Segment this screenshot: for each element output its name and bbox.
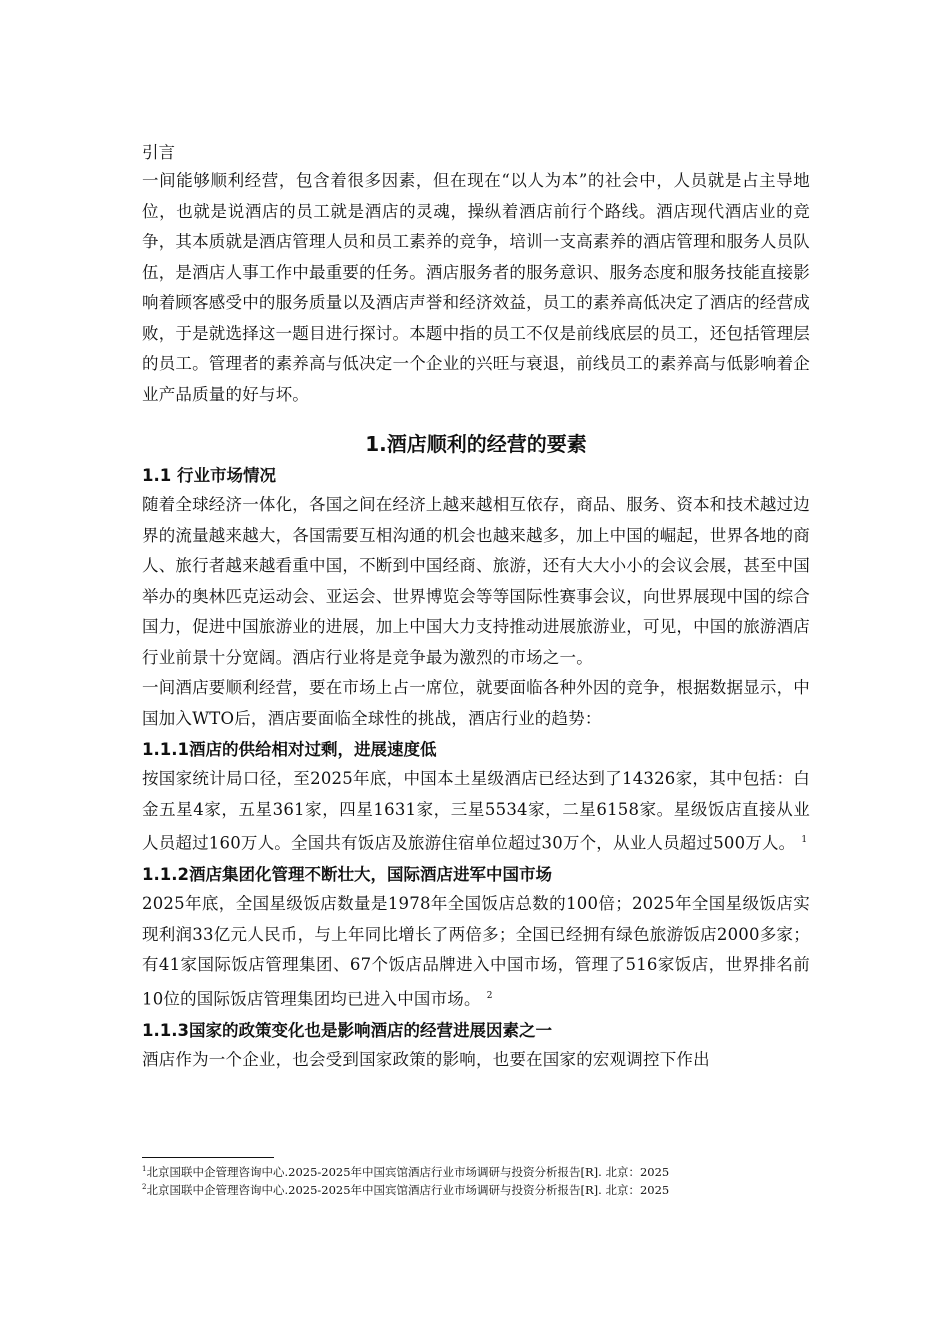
page-body xyxy=(142,140,810,1075)
footnote-ref-2[interactable]: 2 xyxy=(486,990,493,1001)
footnote-text-2: 北京国联中企管理咨询中心.2025-2025年中国宾馆酒店行业市场调研与投资分析报告[R]. 北京：2025 xyxy=(146,1182,670,1197)
paragraph-policy: 酒店作为一个企业，也会受到国家政策的影响，也要在国家的宏观调控下作出 xyxy=(142,1049,710,1069)
subsection-heading-1-1-3: 1.1.3国家的政策变化也是影响酒店的经营进展因素之一 xyxy=(142,1020,552,1040)
paragraph-groups-text: 2025年底，全国星级饭店数量是1978年全国饭店总数的100倍；2025年全国星级饭店实现利润33亿元人民币，与上年同比增长了两倍多；全国已经拥有绿色旅游饭店2000多家；有41家国际饭店管理集团、67个饭店品牌进入中国市场，管理了516家饭店，世界排名前10位的国际饭店管理集团均已进入中国市场。 xyxy=(142,894,810,1008)
subsection-heading-1-1-1: 1.1.1酒店的供给相对过剩，进展速度低 xyxy=(142,740,437,759)
paragraph-market-1: 随着全球经济一体化，各国之间在经济上越来越相互依存，商品、服务、资本和技术越过边界的流量越来越大，各国需要互相沟通的机会也越来越多，加上中国的崛起，世界各地的商人、旅行者越来越看重中国，不断到中国经商、旅游，还有大大小小的会议会展，甚至中国举办的奥林匹克运动会、亚运会、世界博览会等等国际性赛事会议，向世界展现中国的综合国力，促进中国旅游业的进展，加上中国大力支持推动进展旅游业，可见，中国的旅游酒店行业前景十分宽阔。酒店行业将是竞争最为激烈的市场之一。 xyxy=(142,495,810,667)
footnote-mark-2: 2 xyxy=(142,1182,147,1191)
paragraph-groups xyxy=(142,889,810,1015)
footnote-1 xyxy=(142,1162,810,1180)
paragraph-supply-text: 按国家统计局口径，至2025年底，中国本土星级酒店已经达到了14326家，其中包括：白金五星4家，五星361家，四星1631家，三星5534家，二星6158家。星级饭店直接从业人员超过160万人。全国共有饭店及旅游住宿单位超过30万个，从业人员超过500万人。 xyxy=(142,769,810,853)
footnote-text-1: 北京国联中企管理咨询中心.2025-2025年中国宾馆酒店行业市场调研与投资分析报告[R]. 北京：2025 xyxy=(146,1164,670,1179)
footnotes xyxy=(142,1157,810,1198)
footnote-separator xyxy=(142,1157,274,1158)
paragraph-supply xyxy=(142,764,810,859)
subsection-heading-1-1-2: 1.1.2酒店集团化管理不断壮大，国际酒店进军中国市场 xyxy=(142,865,552,884)
intro-label: 引言 xyxy=(142,143,175,162)
footnote-ref-1[interactable]: 1 xyxy=(801,835,808,845)
intro-paragraph: 一间能够顺利经营，包含着很多因素，但在现在“以人为本”的社会中，人员就是占主导地位，也就是说酒店的员工就是酒店的灵魂，操纵着酒店前行个路线。酒店现代酒店业的竞争，其本质就是酒店管理人员和员工素养的竞争，培训一支高素养的酒店管理和服务人员队伍，是酒店人事工作中最重要的任务。酒店服务者的服务意识、服务态度和服务技能直接影响着顾客感受中的服务质量以及酒店声誉和经济效益，员工的素养高低决定了酒店的经营成败，于是就选择这一题目进行探讨。本题中指的员工不仅是前线底层的员工，还包括管理层的员工。管理者的素养高与低决定一个企业的兴旺与衰退，前线员工的素养高与低影响着企业产品质量的好与坏。 xyxy=(142,171,810,404)
section-heading-1: 1.酒店顺利的经营的要素 xyxy=(365,432,587,456)
subsection-heading-1-1: 1.1 行业市场情况 xyxy=(142,466,276,485)
paragraph-market-2: 一间酒店要顺利经营，要在市场上占一席位，就要面临各种外因的竞争，根据数据显示，中国加入WTO后，酒店要面临全球性的挑战，酒店行业的趋势： xyxy=(142,678,810,728)
footnote-mark-1: 1 xyxy=(142,1165,147,1173)
footnote-2 xyxy=(142,1180,810,1198)
